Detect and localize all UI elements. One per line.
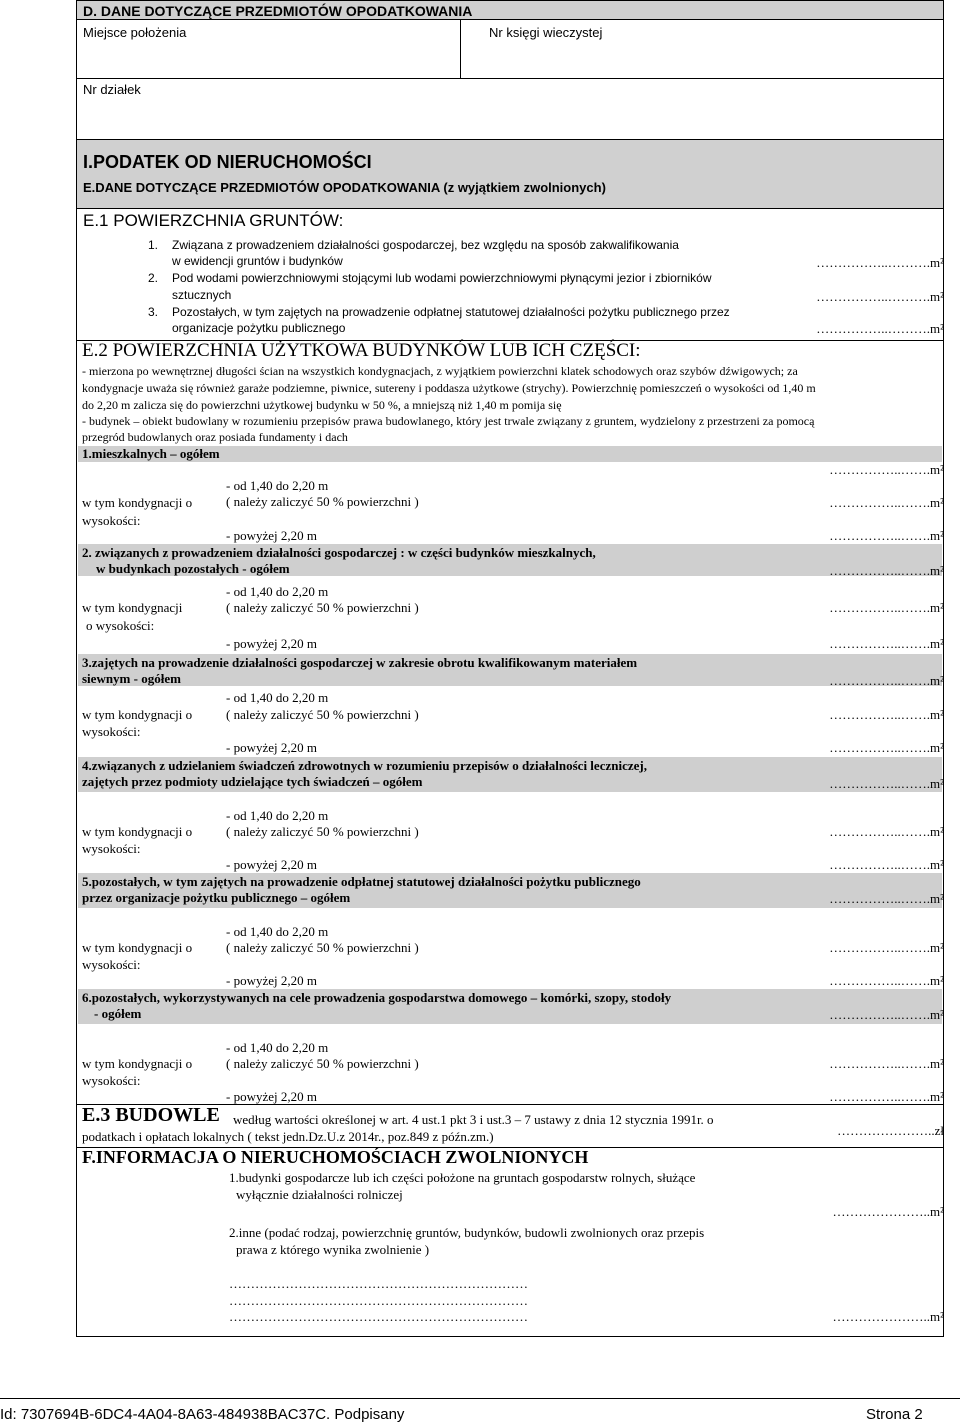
e1-item2-line1: Pod wodami powierzchniowymi stojącymi lub wodami powierzchniowymi płynącymi jezior i zbiorników [172, 271, 712, 285]
cat5-cond2: wysokości: [82, 957, 141, 972]
cat3-total-value[interactable]: ……………..…….m² [829, 673, 944, 688]
cat1-sub-b: ( należy zaliczyć 50 % powierzchni ) [226, 494, 419, 509]
cat3-sub-a: - od 1,40 do 2,20 m [226, 690, 329, 705]
cat6-sub-c: - powyżej 2,20 m [226, 1089, 317, 1104]
cat2-sub-b-value[interactable]: ……………..…….m² [829, 600, 944, 615]
plots-field[interactable] [76, 78, 944, 140]
location-field[interactable] [76, 19, 461, 79]
section-e-title: E.DANE DOTYCZĄCE PRZEDMIOTÓW OPODATKOWANIA (z wyjątkiem zwolnionych) [83, 180, 606, 195]
land-register-field[interactable] [460, 19, 944, 79]
cat2-title2: w budynkach pozostałych - ogółem [96, 561, 290, 576]
cat5-sub-a: - od 1,40 do 2,20 m [226, 924, 329, 939]
cat2-total-value[interactable]: ……………..…….m² [829, 563, 944, 578]
cat3-sub-c: - powyżej 2,20 m [226, 740, 317, 755]
cat3-sub-b: ( należy zaliczyć 50 % powierzchni ) [226, 707, 419, 722]
f-title: F.INFORMACJA O NIERUCHOMOŚCIACH ZWOLNIONYCH [82, 1147, 589, 1167]
cat4-cond1: w tym kondygnacji o [82, 824, 193, 839]
f-item2-value[interactable]: …………………..m² [832, 1309, 944, 1324]
cat3-title2: siewnym - ogółem [82, 671, 181, 686]
e1-item3-value[interactable]: ……………..……….m² [816, 321, 944, 336]
e1-item1-value[interactable]: ……………..……….m² [816, 255, 944, 270]
footer-page: Strona 2 [866, 1406, 923, 1423]
f-dots-line3[interactable]: …………………………………………………………… [229, 1309, 528, 1324]
cat5-title2: przez organizacje pożytku publicznego – ogółem [82, 890, 351, 905]
e1-title: E.1 POWIERZCHNIA GRUNTÓW: [83, 211, 344, 230]
e3-value[interactable]: …………………..zł [837, 1123, 944, 1138]
e1-item2-num: 2. [148, 271, 159, 285]
cat4-total-value[interactable]: ……………..…….m² [829, 776, 944, 791]
cat6-sub-c-value[interactable]: ……………..…….m² [829, 1089, 944, 1104]
e2-desc3: do 2,20 m zalicza się do powierzchni użytkowej budynku w 50 %, a mniejszą niż 1,40 m pomija się [82, 398, 562, 412]
e2-desc2: kondygnacje uważa się również garaże podziemne, piwnice, sutereny i poddasza użytkowe (strychy). Powierzchnię pomieszczeń o wysokości od 1,40 m [82, 381, 816, 395]
e2-desc4: - budynek – obiekt budowlany w rozumieniu przepisów prawa budowlanego, który jest trwale związany z gruntem, wydzielony z przestrzeni za pomocą [82, 414, 815, 428]
f-item2-line1: 2.inne (podać rodzaj, powierzchnię gruntów, budynków, budowli zwolnionych oraz przepis [229, 1225, 705, 1240]
e3-desc2: podatkach i opłatach lokalnych ( tekst jedn.Dz.U.z 2014r., poz.849 z późn.zm.) [82, 1129, 494, 1144]
cat4-sub-c: - powyżej 2,20 m [226, 857, 317, 872]
cat3-cond2: wysokości: [82, 724, 141, 739]
f-dots-line2[interactable]: …………………………………………………………… [229, 1293, 528, 1308]
cat5-total-value[interactable]: ……………..…….m² [829, 891, 944, 906]
cat3-sub-b-value[interactable]: ……………..…….m² [829, 707, 944, 722]
cat6-cond1: w tym kondygnacji o [82, 1056, 193, 1071]
cat4-cond2: wysokości: [82, 841, 141, 856]
cat4-sub-c-value[interactable]: ……………..…….m² [829, 857, 944, 872]
f-item1-line1: 1.budynki gospodarcze lub ich części położone na gruntach gospodarstw rolnych, służące [229, 1170, 696, 1185]
cat4-sub-b: ( należy zaliczyć 50 % powierzchni ) [226, 824, 419, 839]
cat2-title1: 2. związanych z prowadzeniem działalności gospodarczej : w części budynków mieszkalnych, [82, 545, 596, 560]
e1-item1-num: 1. [148, 238, 159, 252]
cat6-title2: - ogółem [94, 1006, 142, 1021]
e1-item3-line2: organizacje pożytku publicznego [172, 321, 346, 335]
cat6-sub-a: - od 1,40 do 2,20 m [226, 1040, 329, 1055]
e1-item2-value[interactable]: ……………..……….m² [816, 289, 944, 304]
e2-desc5: przegród budowlanych oraz posiada fundamenty i dach [82, 430, 348, 444]
cat6-title1: 6.pozostałych, wykorzystywanych na cele prowadzenia gospodarstwa domowego – komórki, szopy, stodoły [82, 990, 672, 1005]
section-d-title: D. DANE DOTYCZĄCE PRZEDMIOTÓW OPODATKOWANIA [83, 3, 473, 19]
cat6-sub-b: ( należy zaliczyć 50 % powierzchni ) [226, 1056, 419, 1071]
cat6-total-value[interactable]: ……………..…….m² [829, 1007, 944, 1022]
e1-item1-line1: Związana z prowadzeniem działalności gospodarczej, bez względu na sposób zakwalifikowania [172, 238, 679, 252]
cat4-title2: zajętych przez podmioty udzielające tych świadczeń – ogółem [82, 774, 423, 789]
footer-id: Id: 7307694B-6DC4-4A04-8A63-484938BAC37C. Podpisany [0, 1406, 405, 1423]
cat5-sub-b-value[interactable]: ……………..…….m² [829, 940, 944, 955]
f-item1-value[interactable]: …………………..m² [832, 1204, 944, 1219]
cat2-sub-b: ( należy zaliczyć 50 % powierzchni ) [226, 600, 419, 615]
cat5-cond1: w tym kondygnacji o [82, 940, 193, 955]
cat4-title1: 4.związanych z udzielaniem świadczeń zdrowotnych w rozumieniu przepisów o działalności leczniczej, [82, 758, 647, 773]
cat3-title1: 3.zajętych na prowadzenie działalności gospodarczej w zakresie obrotu kwalifikowanym materiałem [82, 655, 638, 670]
plots-label: Nr działek [83, 82, 141, 97]
cat1-total-value[interactable]: ……………..…….m² [829, 462, 944, 477]
cat1-sub-b-value[interactable]: ……………..…….m² [829, 495, 944, 510]
e1-item1-line2: w ewidencji gruntów i budynków [172, 254, 343, 268]
cat1-title: 1.mieszkalnych – ogółem [82, 446, 220, 461]
e2-title: E.2 POWIERZCHNIA UŻYTKOWA BUDYNKÓW LUB ICH CZĘŚCI: [82, 340, 641, 361]
location-label: Miejsce położenia [83, 25, 187, 40]
e1-item2-line2: sztucznych [172, 288, 232, 302]
cat5-sub-c-value[interactable]: ……………..…….m² [829, 973, 944, 988]
e3-title: E.3 BUDOWLE [82, 1104, 220, 1126]
cat1-sub-a: - od 1,40 do 2,20 m [226, 478, 329, 493]
cat1-sub-c: - powyżej 2,20 m [226, 528, 317, 543]
cat1-cond2: wysokości: [82, 513, 141, 528]
f-item2-line2: prawa z którego wynika zwolnienie ) [236, 1242, 430, 1257]
e1-item3-num: 3. [148, 305, 159, 319]
e1-item3-line1: Pozostałych, w tym zajętych na prowadzenie odpłatnej statutowej działalności pożytku publicznego przez [172, 305, 730, 319]
section-i-header [76, 139, 944, 209]
land-register-label: Nr księgi wieczystej [489, 25, 603, 40]
cat2-sub-c: - powyżej 2,20 m [226, 636, 317, 651]
cat6-cond2: wysokości: [82, 1073, 141, 1088]
cat4-sub-a: - od 1,40 do 2,20 m [226, 808, 329, 823]
cat2-cond2: o wysokości: [86, 618, 155, 633]
cat4-sub-b-value[interactable]: ……………..…….m² [829, 824, 944, 839]
cat2-cond1: w tym kondygnacji [82, 600, 183, 615]
cat5-title1: 5.pozostałych, w tym zajętych na prowadzenie odpłatnej statutowej działalności pożytku publicznego [82, 874, 641, 889]
section-d-header [76, 0, 944, 20]
e3-desc1: według wartości określonej w art. 4 ust.1 pkt 3 i ust.3 – 7 ustawy z dnia 12 stycznia 1991r. o [233, 1112, 714, 1127]
cat3-sub-c-value[interactable]: ……………..…….m² [829, 740, 944, 755]
cat5-sub-c: - powyżej 2,20 m [226, 973, 317, 988]
cat1-sub-c-value[interactable]: ……………..…….m² [829, 528, 944, 543]
cat2-sub-c-value[interactable]: ……………..…….m² [829, 636, 944, 651]
footer [0, 1398, 960, 1425]
cat3-cond1: w tym kondygnacji o [82, 707, 193, 722]
cat6-sub-b-value[interactable]: ……………..…….m² [829, 1056, 944, 1071]
e2-desc1: - mierzona po wewnętrznej długości ścian na wszystkich kondygnacjach, z wyjątkiem powierzchni klatek schodowych oraz szybów dźwigowych; za [82, 364, 798, 378]
cat5-sub-b: ( należy zaliczyć 50 % powierzchni ) [226, 940, 419, 955]
cat1-cond1: w tym kondygnacji o [82, 495, 193, 510]
f-item1-line2: wyłącznie działalności rolniczej [236, 1187, 403, 1202]
section-i-title: I.PODATEK OD NIERUCHOMOŚCI [83, 152, 372, 172]
f-dots-line1[interactable]: …………………………………………………………… [229, 1276, 528, 1291]
cat2-sub-a: - od 1,40 do 2,20 m [226, 584, 329, 599]
